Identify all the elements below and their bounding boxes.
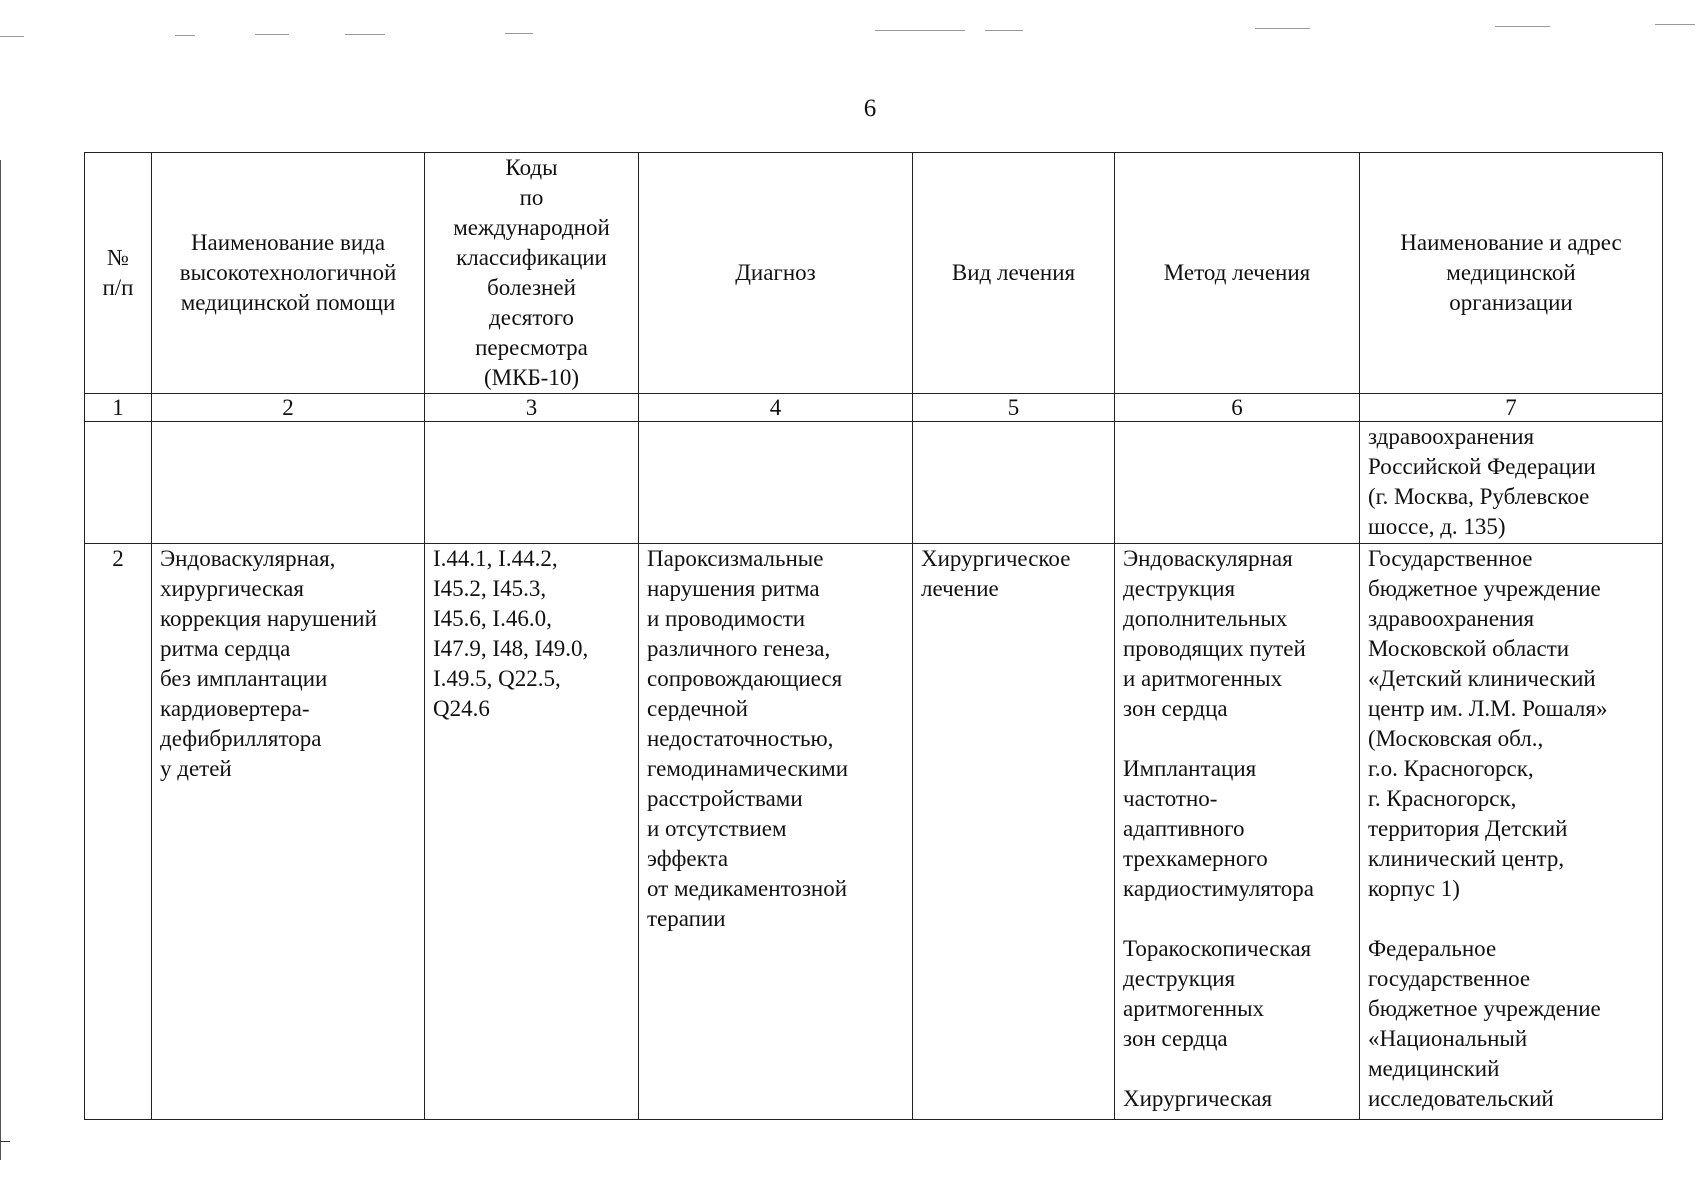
row-number-cell: 2 <box>85 544 152 1120</box>
column-number: 4 <box>639 394 913 422</box>
scan-artifact-line <box>1495 26 1550 27</box>
care-type-cell: Эндоваскулярная, хирургическая коррекция нарушений ритма сердца без имплантации кардиовертера- дефибриллятора у детей <box>152 544 425 1120</box>
empty-cell <box>913 422 1115 544</box>
scan-artifact-line <box>1255 28 1310 29</box>
table-row-continuation <box>85 422 1663 544</box>
column-number: 6 <box>1115 394 1360 422</box>
empty-cell <box>85 422 152 544</box>
column-number: 7 <box>1360 394 1663 422</box>
empty-cell <box>639 422 913 544</box>
column-number-row <box>85 394 1663 422</box>
diagnosis-cell: Пароксизмальные нарушения ритма и проводимости различного генеза, сопровождающиеся сердечной недостаточностью, гемодинамическими расстройствами и отсутствием эффекта от медикаментозной терапии <box>639 544 913 1120</box>
scan-artifact-line <box>255 34 289 35</box>
scan-left-tick <box>0 1141 10 1142</box>
header-number: № п/п <box>85 153 152 394</box>
empty-cell <box>425 422 639 544</box>
treatment-type-cell: Хирургическое лечение <box>913 544 1115 1120</box>
header-care-type: Наименование вида высокотехнологичной медицинской помощи <box>152 153 425 394</box>
scan-artifact-line <box>1655 24 1695 25</box>
header-treatment-type: Вид лечения <box>913 153 1115 394</box>
header-treatment-method: Метод лечения <box>1115 153 1360 394</box>
scan-artifact-line <box>0 36 24 37</box>
icd-codes-cell: I.44.1, I.44.2, I45.2, I45.3, I45.6, I.46.0, I47.9, I48, I49.0, I.49.5, Q22.5, Q24.6 <box>425 544 639 1120</box>
page-number: 6 <box>863 95 877 122</box>
table-header-row <box>85 153 1663 394</box>
organization-cell: здравоохранения Российской Федерации (г. Москва, Рублевское шоссе, д. 135) <box>1360 422 1663 544</box>
organization-cell: Государственное бюджетное учреждение здравоохранения Московской области «Детский клинический центр им. Л.М. Рошаля» (Московская обл., г.о. Красногорск, г. Красногорск, территория Детский клинический центр, корпус 1) Федеральное государственное бюджетное учреждение «Национальный медицинский исследовательский <box>1360 544 1663 1120</box>
column-number: 1 <box>85 394 152 422</box>
scan-left-edge <box>0 160 1 1160</box>
header-organization: Наименование и адрес медицинской организации <box>1360 153 1663 394</box>
scan-artifact-line <box>505 33 533 34</box>
column-number: 2 <box>152 394 425 422</box>
header-diagnosis: Диагноз <box>639 153 913 394</box>
scan-artifact-line <box>345 34 385 35</box>
treatment-method-cell: Эндоваскулярная деструкция дополнительных проводящих путей и аритмогенных зон сердца Имплантация частотно- адаптивного трехкамерного кардиостимулятора Торакоскопическая деструкция аритмогенных зон сердца Хирургическая <box>1115 544 1360 1120</box>
medical-care-table <box>84 152 1663 1120</box>
column-number: 3 <box>425 394 639 422</box>
table-row <box>85 544 1663 1120</box>
empty-cell <box>152 422 425 544</box>
scan-artifact-line <box>985 30 1023 31</box>
header-icd-codes: Коды по международной классификации болезней десятого пересмотра (МКБ-10) <box>425 153 639 394</box>
scan-artifact-line <box>175 35 195 36</box>
column-number: 5 <box>913 394 1115 422</box>
empty-cell <box>1115 422 1360 544</box>
scan-artifact-line <box>875 30 965 31</box>
